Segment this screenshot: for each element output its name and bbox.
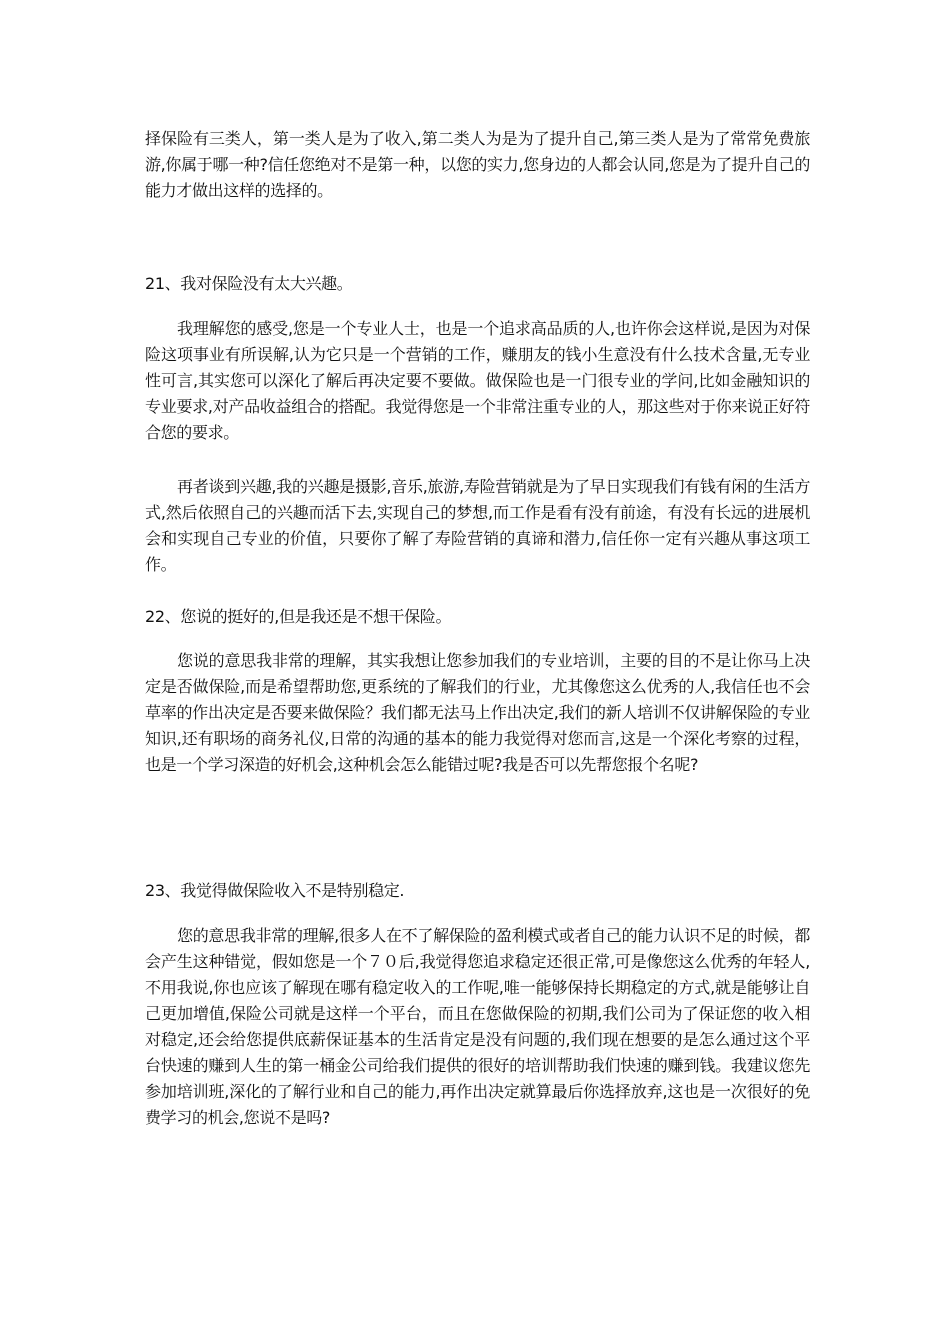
intro-paragraph: 择保险有三类人，第一类人是为了收入,第二类人为是为了提升自己,第三类人是为了常常免费旅游,你属于哪一种?信任您绝对不是第一种，以您的实力,您身边的人都会认同,您是为了提升自己的能力才做出这样的选择的。 bbox=[145, 129, 810, 200]
section-23-heading: 23、我觉得做保险收入不是特别稳定. bbox=[145, 881, 405, 900]
section-22-heading: 22、您说的挺好的,但是我还是不想干保险。 bbox=[145, 607, 452, 626]
section-21-paragraph-2: 再者谈到兴趣,我的兴趣是摄影,音乐,旅游,寿险营销就是为了早日实现我们有钱有闲的生活方式,然后依照自己的兴趣而活下去,实现自己的梦想,而工作是看有没有前途，有没有长远的进展机会和实现自己专业的价值，只要你了解了寿险营销的真谛和潜力,信任你一定有兴趣从事这项工作。 bbox=[145, 477, 810, 574]
section-21-paragraph-1: 我理解您的感受,您是一个专业人士，也是一个追求高品质的人,也许你会这样说,是因为对保险这项事业有所误解,认为它只是一个营销的工作，赚朋友的钱小生意没有什么技术含量,无专业性可言,其实您可以深化了解后再决定要不要做。做保险也是一门很专业的学问,比如金融知识的专业要求,对产品收益组合的搭配。我觉得您是一个非常注重专业的人，那这些对于你来说正好符合您的要求。 bbox=[145, 319, 810, 442]
section-21-heading: 21、我对保险没有太大兴趣。 bbox=[145, 274, 353, 293]
section-23-paragraph-1: 您的意思我非常的理解,很多人在不了解保险的盈利模式或者自己的能力认识不足的时候，都会产生这种错觉，假如您是一个７０后,我觉得您追求稳定还很正常,可是像您这么优秀的年轻人,不用我说,你也应该了解现在哪有稳定收入的工作呢,唯一能够保持长期稳定的方式,就是能够让自己更加增值,保险公司就是这样一个平台，而且在您做保险的初期,我们公司为了保证您的收入相对稳定,还会给您提供底薪保证基本的生活肯定是没有问题的,我们现在想要的是怎么通过这个平台快速的赚到人生的第一桶金公司给我们提供的很好的培训帮助我们快速的赚到钱。我建议您先参加培训班,深化的了解行业和自己的能力,再作出决定就算最后你选择放弃,这也是一次很好的免费学习的机会,您说不是吗? bbox=[145, 926, 810, 1127]
section-22-paragraph-1: 您说的意思我非常的理解，其实我想让您参加我们的专业培训，主要的目的不是让你马上决定是否做保险,而是希望帮助您,更系统的了解我们的行业，尤其像您这么优秀的人,我信任也不会草率的作出决定是否要来做保险？我们都无法马上作出决定,我们的新人培训不仅讲解保险的专业知识,还有职场的商务礼仪,日常的沟通的基本的能力我觉得对您而言,这是一个深化考察的过程，也是一个学习深造的好机会,这种机会怎么能错过呢?我是否可以先帮您报个名呢? bbox=[145, 651, 810, 774]
